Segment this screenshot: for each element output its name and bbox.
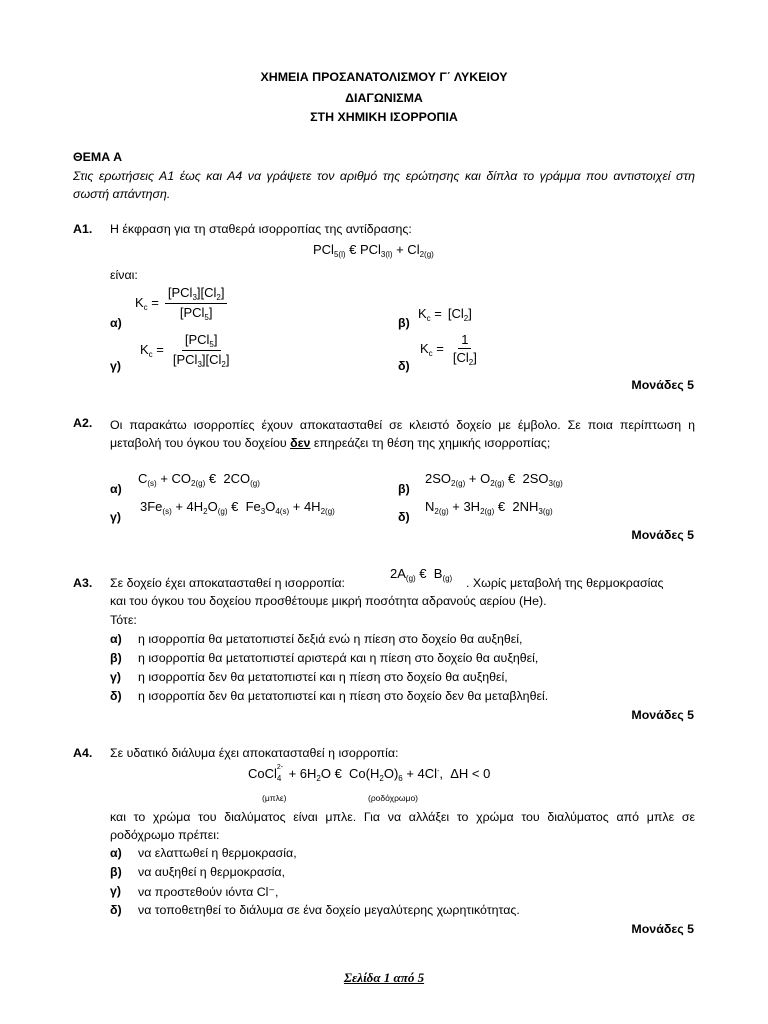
q1-reaction: PCl$_{5(l)}$ € $PCl_{3(l)} + Cl_{2(g)}$ — [313, 242, 434, 259]
q1-is: είναι: — [110, 268, 138, 282]
q2-option-b-label: β) — [398, 482, 410, 496]
q3-reaction: $2A_{(g)}$ € $B_{(g)}$ — [390, 566, 453, 583]
page-number-footer: Σελίδα 1 από 5 — [343, 970, 425, 985]
q4-option-c-text: να προστεθούν ιόντα Cl⁻, — [138, 885, 279, 899]
q4-color-left: (μπλε) — [262, 793, 287, 803]
q4-option-c-label: γ) — [110, 884, 122, 898]
q2-option-c-label: γ) — [110, 510, 122, 524]
header-line-3: ΣΤΗ ΧΗΜΙΚΗ ΙΣΟΡΡΟΠΙΑ — [310, 110, 458, 124]
q1-option-a-label: α) — [110, 316, 122, 330]
header-line-2: ΔΙΑΓΩΝΙΣΜΑ — [345, 91, 423, 105]
q3-option-b-text: η ισορροπία θα μετατοπιστεί αριστερά και η πίεση στο δοχείο θα αυξηθεί, — [138, 651, 539, 665]
header-line-1: ΧΗΜΕΙΑ ΠΡΟΣΑΝΑΤΟΛΙΣΜΟΥ Γ΄ ΛΥΚΕΙΟΥ — [260, 70, 508, 84]
q3-text-2b: και του όγκου του δοχείου προσθέτουμε μικρή ποσότητα αδρανούς αερίου (He). — [110, 594, 547, 608]
section-title: ΘΕΜΑ Α — [73, 150, 123, 164]
section-instructions: Στις ερωτήσεις Α1 έως και Α4 να γράψετε τον αριθμό της ερώτησης και δίπλα το γράμμα που αντιστοιχεί στη σωστή απάντηση. — [73, 169, 695, 201]
q3-option-b-label: β) — [110, 651, 122, 665]
q4-option-b-text: να αυξηθεί η θερμοκρασία, — [138, 865, 286, 879]
q3-text-1: Σε δοχείο έχει αποκατασταθεί η ισορροπία: — [110, 576, 345, 590]
q1-option-d-label: δ) — [398, 359, 410, 373]
q4-option-a-text: να ελαττωθεί η θερμοκρασία, — [138, 846, 297, 860]
q4-color-right: (ροδόχρωμο) — [368, 793, 419, 803]
q4-option-a-label: α) — [110, 846, 122, 860]
q3-option-d-text: η ισορροπία δεν θα μετατοπιστεί και η πίεση στο δοχείο δεν θα μεταβληθεί. — [138, 689, 549, 703]
q4-option-d-label: δ) — [110, 903, 122, 917]
q1-option-c-expr: $K_c$ = $\frac{[PCl_5]}{[PCl_3][Cl_2]}$ — [140, 332, 230, 369]
q2-option-b-reaction: $2SO_{2(g)} + O_{2(g)}$ € $2SO_{3(g)}$ — [425, 471, 563, 488]
q2-option-a-label: α) — [110, 482, 122, 496]
q2-emphasis: δεν — [290, 436, 311, 450]
q3-option-c-label: γ) — [110, 670, 122, 684]
q4-reaction: CoCl $_{2- 4} + 6H_2O$ € $Co(H_2O)_6 + 4Cl^-$, ΔH < 0 — [248, 764, 491, 783]
q1-option-c-label: γ) — [110, 359, 122, 373]
q4-text: Σε υδατικό διάλυμα έχει αποκατασταθεί η ισορροπία: — [110, 746, 399, 760]
q3-option-a-text: η ισορροπία θα μετατοπιστεί δεξιά ενώ η πίεση στο δοχείο θα αυξηθεί, — [138, 632, 523, 646]
q3-text-2a: . Χωρίς μεταβολή της θερμοκρασίας — [466, 576, 664, 590]
q1-number: Α1. — [73, 222, 93, 236]
q2-number: Α2. — [73, 416, 93, 430]
q3-number: Α3. — [73, 576, 93, 590]
q3-marks: Μονάδες 5 — [631, 708, 694, 722]
q3-then: Τότε: — [110, 613, 137, 627]
q2-option-a-reaction: $C_{(s)} + CO_{2(g)}$ € $2CO_{(g)}$ — [138, 471, 260, 488]
q2-option-d-label: δ) — [398, 510, 410, 524]
q2-text: Οι παρακάτω ισορροπίες έχουν αποκατασταθεί σε κλειστό δοχείο με έμβολο. Σε ποια περίπτωση η μεταβολή του όγκου του δοχείου δεν επηρεάζει τη θέση της χημικής ισορροπίας; — [110, 418, 695, 450]
q1-option-d-expr: $K_c$ = $\frac{1}{[Cl_2]}$ — [420, 332, 477, 367]
q4-number: Α4. — [73, 746, 93, 760]
q2-option-d-reaction: $N_{2(g)} + 3H_{2(g)}$ € $2NH_{3(g)}$ — [425, 499, 553, 516]
q1-option-a-expr: $K_c$ = $\frac{[PCl_3][Cl_2]}{[PCl_5]}$ — [135, 285, 227, 322]
q1-option-b-label: β) — [398, 316, 410, 330]
q4-option-b-label: β) — [110, 865, 122, 879]
q3-option-a-label: α) — [110, 632, 122, 646]
q4-text-2: και το χρώμα του διαλύματος είναι μπλε. Για να αλλάξει το χρώμα του διαλύματος από μπλε σε ροδόχρωμο πρέπει: — [110, 810, 695, 842]
q1-marks: Μονάδες 5 — [631, 378, 694, 392]
q4-marks: Μονάδες 5 — [631, 922, 694, 936]
q2-marks: Μονάδες 5 — [631, 528, 694, 542]
q3-option-d-label: δ) — [110, 689, 122, 703]
q3-option-c-text: η ισορροπία δεν θα μετατοπιστεί και η πίεση στο δοχείο θα αυξηθεί, — [138, 670, 508, 684]
q1-option-b-expr: $K_c$ = $[Cl_2]$ — [418, 306, 472, 323]
q4-option-d-text: να τοποθετηθεί το διάλυμα σε ένα δοχείο μεγαλύτερης χωρητικότητας. — [138, 903, 520, 917]
q2-option-c-reaction: $3Fe_{(s)} + 4H_2O_{(g)}$ € $Fe_3O_{4(s)} + 4H_{2(g)}$ — [140, 499, 335, 516]
q1-text: Η έκφραση για τη σταθερά ισορροπίας της αντίδρασης: — [110, 222, 412, 236]
